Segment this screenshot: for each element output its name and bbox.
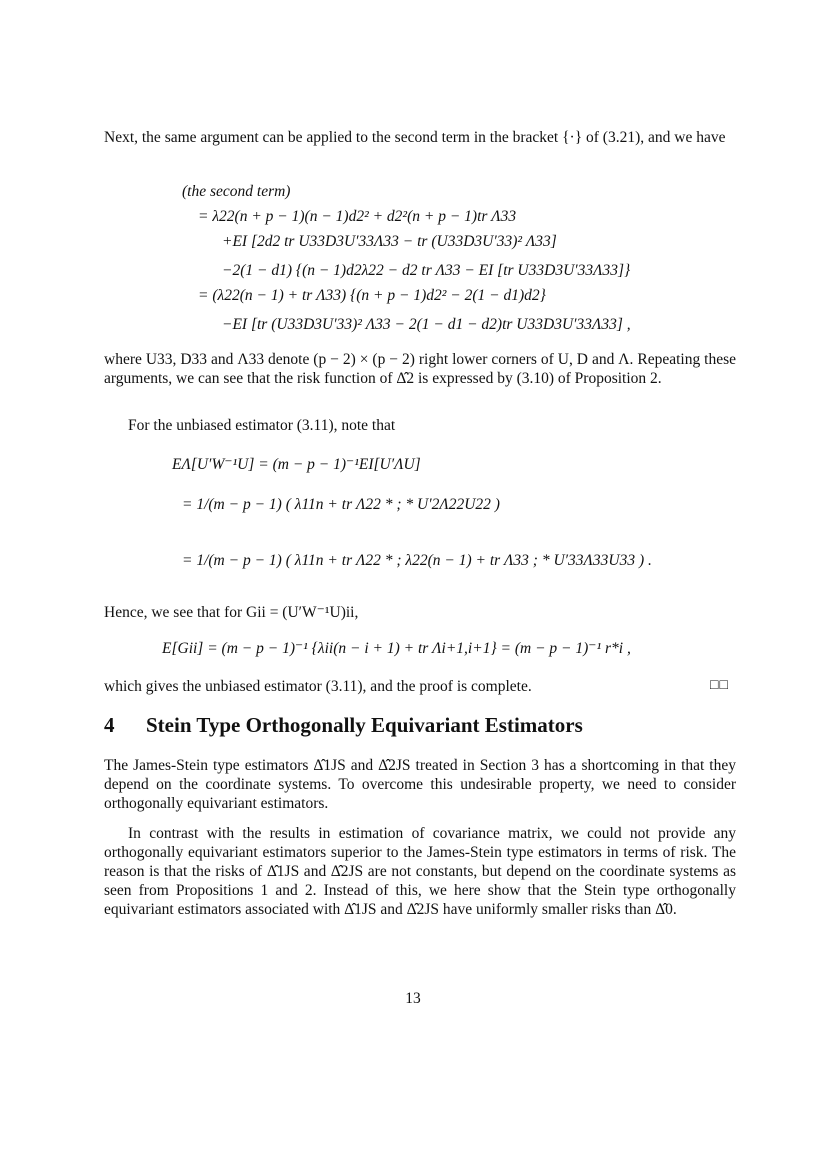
section-title: Stein Type Orthogonally Equivariant Estimators <box>146 713 583 737</box>
paragraph-5: which gives the unbiased estimator (3.11), and the proof is complete. <box>104 678 532 695</box>
qed-symbol: □□ <box>710 678 729 693</box>
paragraph-1: Next, the same argument can be applied to the second term in the bracket {·} of (3.21), and we have <box>104 129 726 146</box>
paragraph-2: where U33, D33 and Λ33 denote (p − 2) × (p − 2) right lower corners of U, D and Λ. Repeating these arguments, we can see that the risk function of Δ̂2 is expressed by (3.10) of Proposition 2. <box>104 351 736 387</box>
equation-line: = (λ22(n − 1) + tr Λ33) {(n + p − 1)d2² − 2(1 − d1)d2} <box>198 287 546 304</box>
equation-line: −2(1 − d1) {(n − 1)d2λ22 − d2 tr Λ33 − EI [tr U33D3U′33Λ33]} <box>222 262 631 279</box>
paragraph-4: Hence, we see that for Gii = (U′W⁻¹U)ii, <box>104 604 359 621</box>
page-number: 13 <box>405 990 421 1007</box>
equation-line: = λ22(n + p − 1)(n − 1)d2² + d2²(n + p − 1)tr Λ33 <box>198 208 517 225</box>
equation-line: = 1/(m − p − 1) ( λ11n + tr Λ22 * ; λ22(n − 1) + tr Λ33 ; * U′33Λ33U33 ) . <box>182 552 652 569</box>
equation-line: EΛ[U′W⁻¹U] = (m − p − 1)⁻¹EI[U′ΛU] <box>172 456 421 473</box>
paragraph-6: The James-Stein type estimators Δ̂1JS and Δ̂2JS treated in Section 3 has a shortcoming in that they depend on the coordinate systems. To overcome this undesirable property, we need to consider orthogonally equivariant estimators. <box>104 757 736 812</box>
equation-expected-gii: E[Gii] = (m − p − 1)⁻¹ {λii(n − i + 1) + tr Λi+1,i+1} = (m − p − 1)⁻¹ r*i , <box>162 640 631 657</box>
equation-line: −EI [tr (U33D3U′33)² Λ33 − 2(1 − d1 − d2)tr U33D3U′33Λ33] , <box>222 316 631 333</box>
paragraph-3: For the unbiased estimator (3.11), note that <box>128 417 396 434</box>
section-number: 4 <box>104 713 115 737</box>
equation-line: = 1/(m − p − 1) ( λ11n + tr Λ22 * ; * U′2Λ22U22 ) <box>182 496 500 513</box>
section-heading <box>104 713 583 738</box>
equation-line: (the second term) <box>182 183 291 200</box>
equation-line: +EI [2d2 tr U33D3U′33Λ33 − tr (U33D3U′33)² Λ33] <box>222 233 557 250</box>
paragraph-7: In contrast with the results in estimation of covariance matrix, we could not provide any orthogonally equivariant estimators superior to the James-Stein type estimators in terms of risk. The reason is that the risks of Δ̂1JS and Δ̂2JS are not constants, but depend on the coordinate systems as seen from Propositions 1 and 2. Instead of this, we here show that the Stein type orthogonally equivariant estimators associated with Δ̂1JS and Δ̂2JS have uniformly smaller risks than Δ̂0. <box>104 825 736 918</box>
